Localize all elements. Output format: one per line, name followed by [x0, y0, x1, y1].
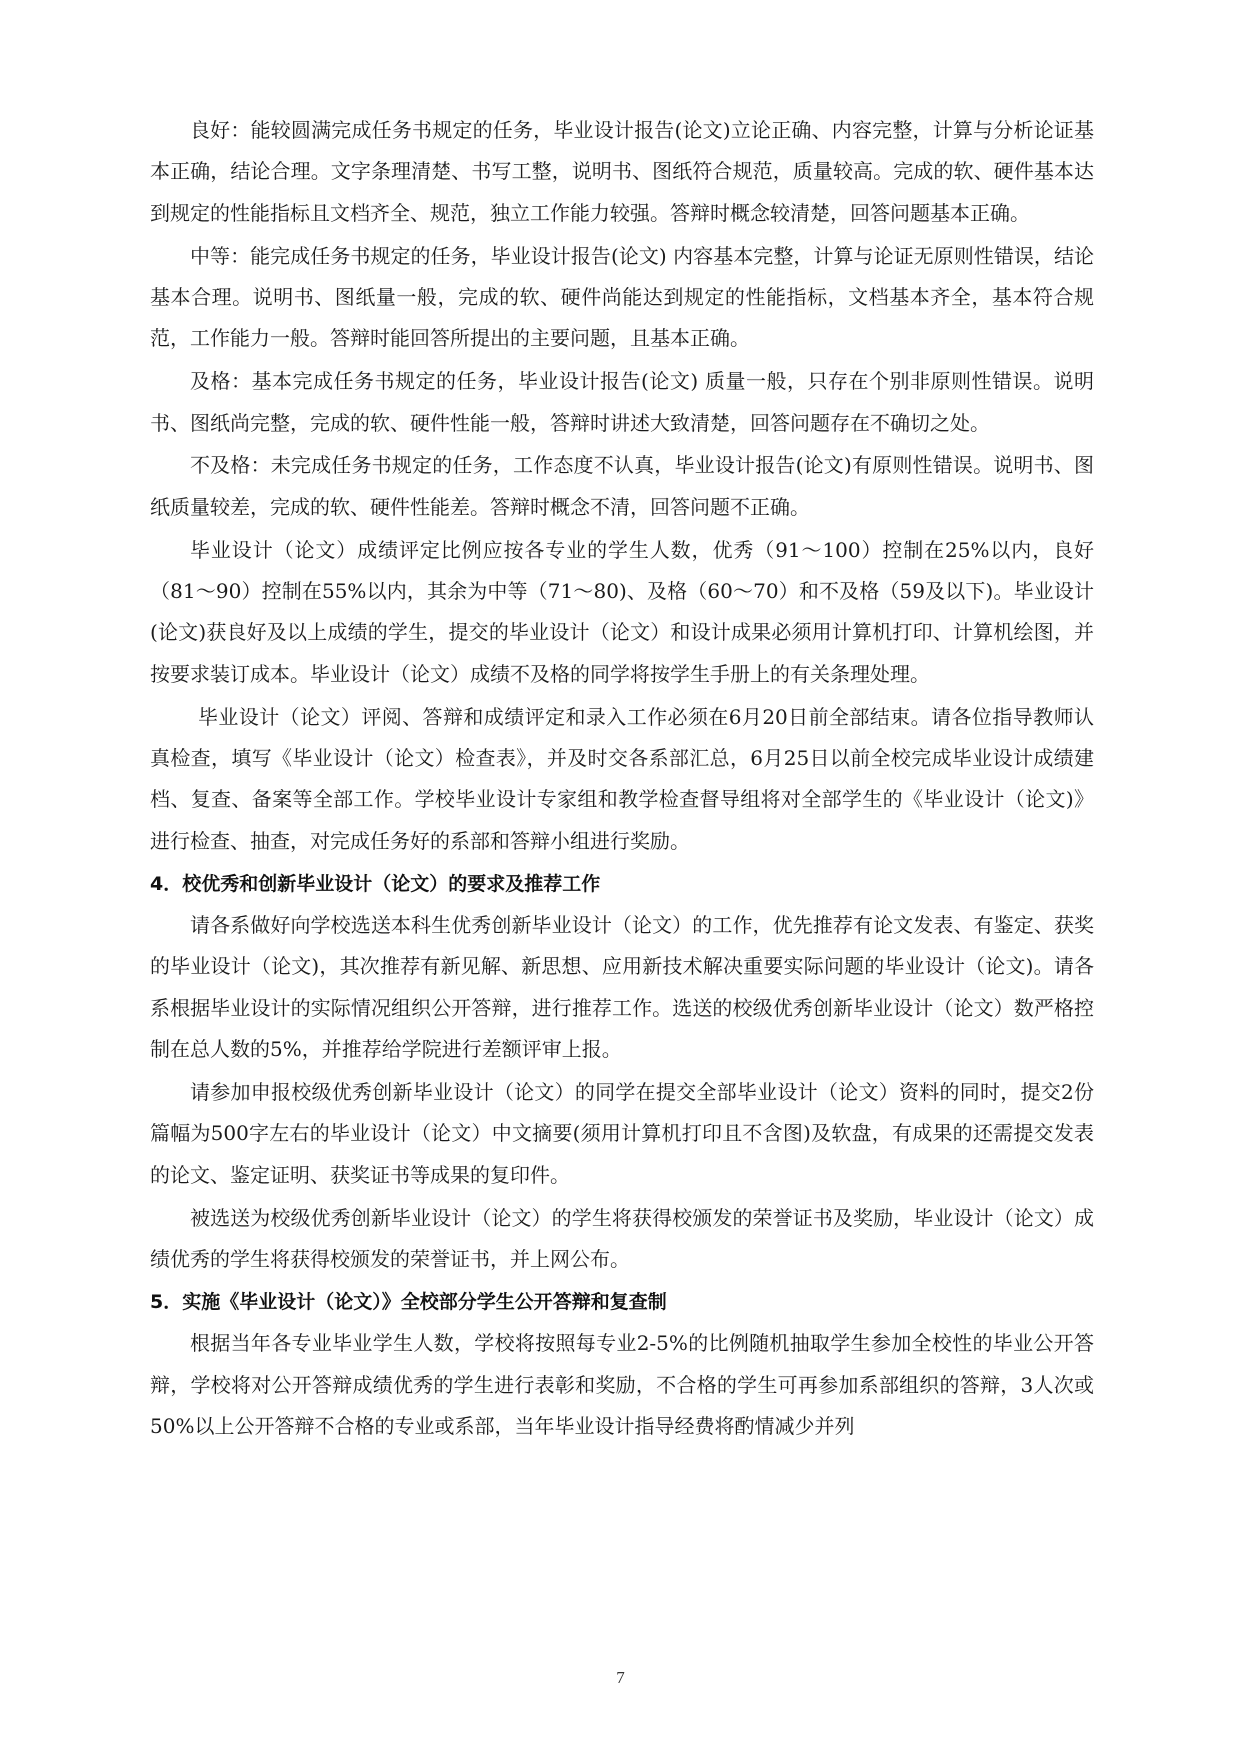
section-5-heading: 5．实施《毕业设计（论文）》全校部分学生公开答辩和复查制: [150, 1290, 667, 1313]
page-number: 7: [616, 1668, 625, 1687]
section-4-heading: 4．校优秀和创新毕业设计（论文）的要求及推荐工作: [150, 872, 601, 895]
paragraph-medium: 中等：能完成任务书规定的任务，毕业设计报告(论文) 内容基本完整，计算与论证无原则性错误，结论基本合理。说明书、图纸量一般，完成的软、硬件尚能达到规定的性能指标，文档基本齐全，基本符合规范，工作能力一般。答辩时能回答所提出的主要问题，且基本正确。: [150, 243, 1094, 351]
paragraph-pass: 及格：基本完成任务书规定的任务，毕业设计报告(论文) 质量一般，只存在个别非原则性错误。说明书、图纸尚完整，完成的软、硬件性能一般，答辩时讲述大致清楚，回答问题存在不确切之处。: [150, 369, 1094, 435]
section-4-paragraph: 被选送为校级优秀创新毕业设计（论文）的学生将获得校颁发的荣誉证书及奖励，毕业设计（论文）成绩优秀的学生将获得校颁发的荣誉证书，并上网公布。: [150, 1205, 1094, 1272]
section-4-paragraph: 请参加申报校级优秀创新毕业设计（论文）的同学在提交全部毕业设计（论文）资料的同时，提交2份篇幅为500字左右的毕业设计（论文）中文摘要(须用计算机打印且不含图)及软盘，有成果的还需提交发表的论文、鉴定证明、获奖证书等成果的复印件。: [150, 1080, 1094, 1187]
section-5-paragraph: 根据当年各专业毕业学生人数，学校将按照每专业2-5%的比例随机抽取学生参加全校性的毕业公开答辩，学校将对公开答辩成绩优秀的学生进行表彰和奖励，不合格的学生可再参加系部组织的答辩，3人次或50%以上公开答辩不合格的专业或系部，当年毕业设计指导经费将酌情减少并列: [150, 1331, 1094, 1439]
paragraph-grade-ratio: 毕业设计（论文）成绩评定比例应按各专业的学生人数，优秀（91～100）控制在25%以内，良好（81～90）控制在55%以内，其余为中等（71～80)、及格（60～70）和不及格（59及以下)。毕业设计(论文)获良好及以上成绩的学生，提交的毕业设计（论文）和设计成果必须用计算机打印、计算机绘图，并按要求装订成本。毕业设计（论文）成绩不及格的同学将按学生手册上的有关条理处理。: [150, 537, 1094, 686]
paragraph-fail: 不及格：未完成任务书规定的任务，工作态度不认真，毕业设计报告(论文)有原则性错误。说明书、图纸质量较差，完成的软、硬件性能差。答辩时概念不清，回答问题不正确。: [150, 453, 1094, 519]
document-page: [150, 110, 1094, 1449]
paragraph-deadline: 毕业设计（论文）评阅、答辩和成绩评定和录入工作必须在6月20日前全部结束。请各位指导教师认真检查，填写《毕业设计（论文）检查表》，并及时交各系部汇总，6月25日以前全校完成毕业设计成绩建档、复查、备案等全部工作。学校毕业设计专家组和教学检查督导组将对全部学生的《毕业设计（论文)》进行检查、抽查，对完成任务好的系部和答辩小组进行奖励。: [150, 704, 1094, 853]
section-4-paragraph: 请各系做好向学校选送本科生优秀创新毕业设计（论文）的工作，优先推荐有论文发表、有鉴定、获奖的毕业设计（论文)，其次推荐有新见解、新思想、应用新技术解决重要实际问题的毕业设计（论文)。请各系根据毕业设计的实际情况组织公开答辩，进行推荐工作。选送的校级优秀创新毕业设计（论文）数严格控制在总人数的5%，并推荐给学院进行差额评审上报。: [150, 913, 1094, 1062]
paragraph-good: 良好：能较圆满完成任务书规定的任务，毕业设计报告(论文)立论正确、内容完整，计算与分析论证基本正确，结论合理。文字条理清楚、书写工整，说明书、图纸符合规范，质量较高。完成的软、硬件基本达到规定的性能指标且文档齐全、规范，独立工作能力较强。答辩时概念较清楚，回答问题基本正确。: [150, 118, 1094, 225]
